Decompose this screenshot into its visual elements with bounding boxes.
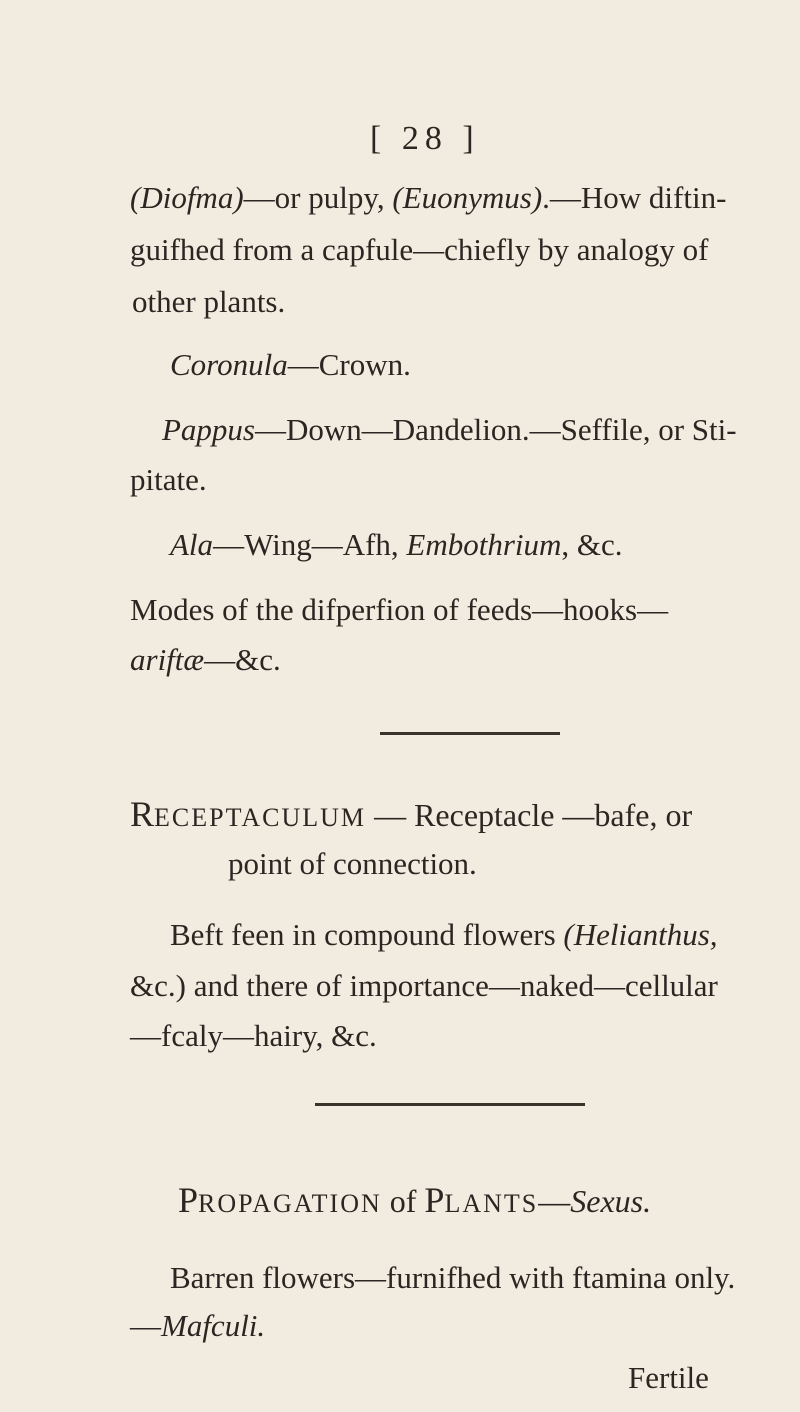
text-line: other plants.	[132, 284, 286, 319]
text-line: &c.) and there of importance—naked—cellular	[130, 968, 718, 1003]
heading-receptaculum: RECEPTACULUM — Receptacle —bafe, or	[130, 794, 693, 834]
text-line: point of connection.	[228, 846, 477, 881]
section-divider	[380, 732, 560, 735]
term-euonymus: (Euonymus)	[392, 180, 543, 215]
catchword: Fertile	[628, 1360, 709, 1395]
heading-propagation: PROPAGATION of PLANTS—Sexus.	[178, 1180, 652, 1220]
text-line: ariftæ—&c.	[130, 642, 281, 677]
term-diofma: (Diofma)	[130, 180, 244, 215]
text-line: pitate.	[130, 462, 207, 497]
definition-pappus: Pappus—Down—Dandelion.—Seffile, or Sti-	[162, 412, 737, 447]
definition-coronula: Coronula—Crown.	[170, 347, 411, 382]
definition-ala: Ala—Wing—Afh, Embothrium, &c.	[170, 527, 623, 562]
text-line: (Diofma)—or pulpy, (Euonymus).—How diftin-	[130, 180, 727, 215]
text-line: —Mafculi.	[130, 1308, 266, 1343]
section-divider	[315, 1103, 585, 1106]
text-line: Modes of the difperfion of feeds—hooks—	[130, 592, 669, 627]
text-line: guifhed from a capfule—chiefly by analogy of	[130, 232, 709, 267]
text-line: Beft feen in compound flowers (Helianthus,	[170, 917, 718, 952]
text-line: Barren flowers—furnifhed with ftamina only.	[170, 1260, 736, 1295]
text-line: —fcaly—hairy, &c.	[130, 1018, 377, 1053]
page-number: [ 28 ]	[370, 120, 480, 157]
